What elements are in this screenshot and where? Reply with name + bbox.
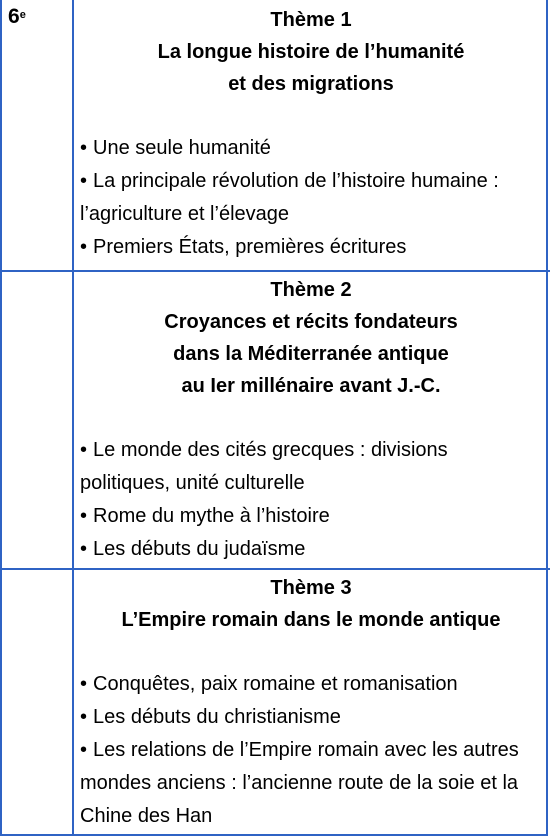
level-number: 6 bbox=[8, 5, 20, 28]
theme-block-3 bbox=[80, 572, 542, 833]
theme-title: Thème 2 bbox=[270, 279, 352, 301]
row-divider bbox=[2, 568, 550, 570]
bullet-icon: • bbox=[80, 673, 88, 695]
list-item: • Premiers États, premières écritures bbox=[80, 231, 542, 264]
list-item: • Les débuts du judaïsme bbox=[80, 533, 542, 566]
bullet-icon: • bbox=[80, 706, 88, 728]
theme-block-2 bbox=[80, 274, 542, 566]
level-column bbox=[2, 0, 74, 834]
list-item: • Le monde des cités grecques : divisions politiques, unité culturelle bbox=[80, 434, 542, 500]
theme-items bbox=[80, 668, 542, 833]
theme-block-1 bbox=[80, 4, 542, 264]
row-divider bbox=[2, 270, 550, 272]
bullet-icon: • bbox=[80, 170, 88, 192]
level-superscript: e bbox=[19, 9, 26, 21]
bullet-icon: • bbox=[80, 236, 88, 258]
list-item: • Conquêtes, paix romaine et romanisation bbox=[80, 668, 542, 701]
list-item: • La principale révolution de l’histoire humaine : l’agriculture et l’élevage bbox=[80, 165, 542, 231]
list-item: • Une seule humanité bbox=[80, 132, 542, 165]
theme-subtitle: La longue histoire de l’humanité et des migrations bbox=[157, 41, 465, 95]
bullet-icon: • bbox=[80, 137, 88, 159]
level-label bbox=[8, 4, 26, 30]
theme-subtitle: Croyances et récits fondateurs dans la Méditerranée antique au Ier millénaire avant J.-C. bbox=[164, 311, 458, 397]
theme-title: Thème 1 bbox=[270, 9, 352, 31]
bullet-icon: • bbox=[80, 739, 88, 761]
theme-items bbox=[80, 434, 542, 566]
bullet-icon: • bbox=[80, 538, 88, 560]
bullet-icon: • bbox=[80, 439, 88, 461]
theme-subtitle: L’Empire romain dans le monde antique bbox=[121, 609, 501, 631]
theme-items bbox=[80, 132, 542, 264]
list-item: • Les relations de l’Empire romain avec les autres mondes anciens : l’ancienne route de la soie et la Chine des Han bbox=[80, 734, 542, 833]
theme-title: Thème 3 bbox=[270, 577, 352, 599]
bullet-icon: • bbox=[80, 505, 88, 527]
list-item: • Les débuts du christianisme bbox=[80, 701, 542, 734]
list-item: • Rome du mythe à l’histoire bbox=[80, 500, 542, 533]
